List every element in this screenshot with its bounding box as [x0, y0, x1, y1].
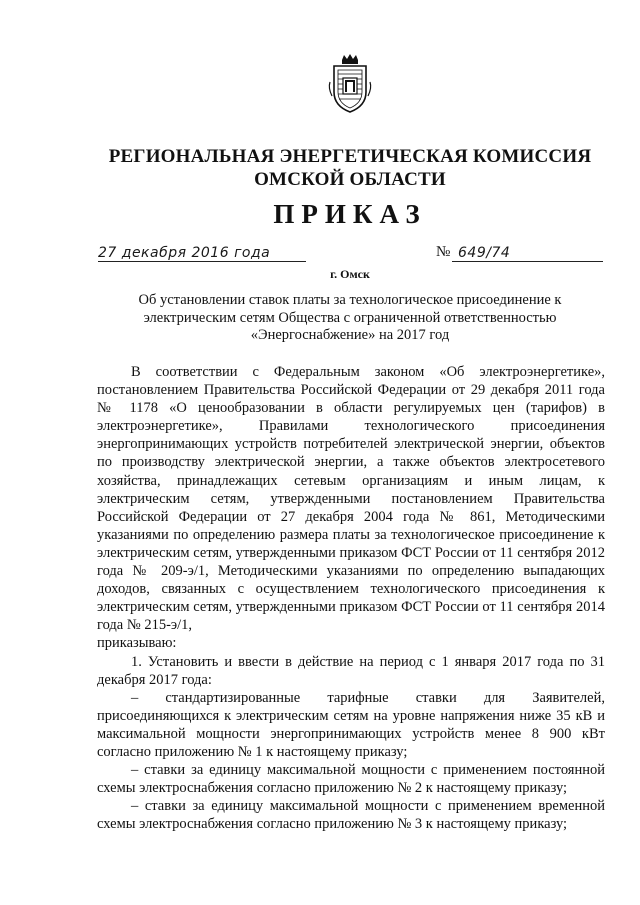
handwritten-date: 27 декабря 2016 года [98, 245, 271, 261]
document-title: ПРИКАЗ [273, 199, 427, 229]
city-label: г. Омск [330, 267, 370, 281]
org-name-line2: ОМСКОЙ ОБЛАСТИ [254, 169, 446, 190]
number-label: № [436, 244, 451, 260]
coat-of-arms-icon [326, 52, 374, 114]
item-1-paragraph: 1. Установить и ввести в действие на период с 1 января 2017 года по 31 декабря 2017 года: [97, 653, 605, 688]
preamble-paragraph: В соответствии с Федеральным законом «Об электроэнергетике», постановлением Правительства Российской Федерации от 29 декабря 2011 года № 1178 «О ценообразовании в области регулируемых цен (тарифов) в электроэнергетике», Правилами технологического присоединения энергопринимающих устройств потребителей электрической энергии, объектов по производству электрической энергии, а также объектов электросетевого хозяйства, принадлежащих сетевым организациям и иным лицам, к электрическим сетям, утвержденными постановлением Правительства Российской Федерации от 27 декабря 2004 года № 861, Методическими указаниями по определению размера платы за технологическое присоединение к электрическим сетям, утвержденными приказом ФСТ России от 11 сентября 2012 года № 209-э/1, Методическими указаниями по определению выпадающих доходов, связанных с осуществлением технологического присоединения к электрическим сетям, утвержденными приказом ФСТ России от 11 сентября 2014 года № 215-э/1, [97, 364, 605, 634]
date-field [98, 241, 306, 262]
handwritten-number: 649/74 [458, 245, 511, 261]
order-subject: Об установлении ставок платы за технологическое присоединение к электрическим сетям Общества с ограниченной ответственностью «Энергоснабжение» на 2017 год [138, 292, 562, 343]
org-name-line1: РЕГИОНАЛЬНАЯ ЭНЕРГЕТИЧЕСКАЯ КОМИССИЯ [108, 146, 592, 167]
order-word: приказываю: [97, 635, 177, 652]
item-1-sub-1: – стандартизированные тарифные ставки для Заявителей, присоединяющихся к электрическим сетям на уровне напряжения ниже 35 кВ и максимальной мощности энергопринимающих устройств менее 8 900 кВт согласно приложению № 1 к настоящему приказу; [97, 689, 605, 760]
item-1-sub-2: – ставки за единицу максимальной мощности с применением постоянной схемы электроснабжения согласно приложению № 2 к настоящему приказу; [97, 762, 605, 797]
order-body [97, 363, 605, 833]
number-field [452, 241, 603, 262]
item-1-sub-3: – ставки за единицу максимальной мощности с применением временной схемы электроснабжения согласно приложению № 3 к настоящему приказу; [97, 798, 605, 833]
